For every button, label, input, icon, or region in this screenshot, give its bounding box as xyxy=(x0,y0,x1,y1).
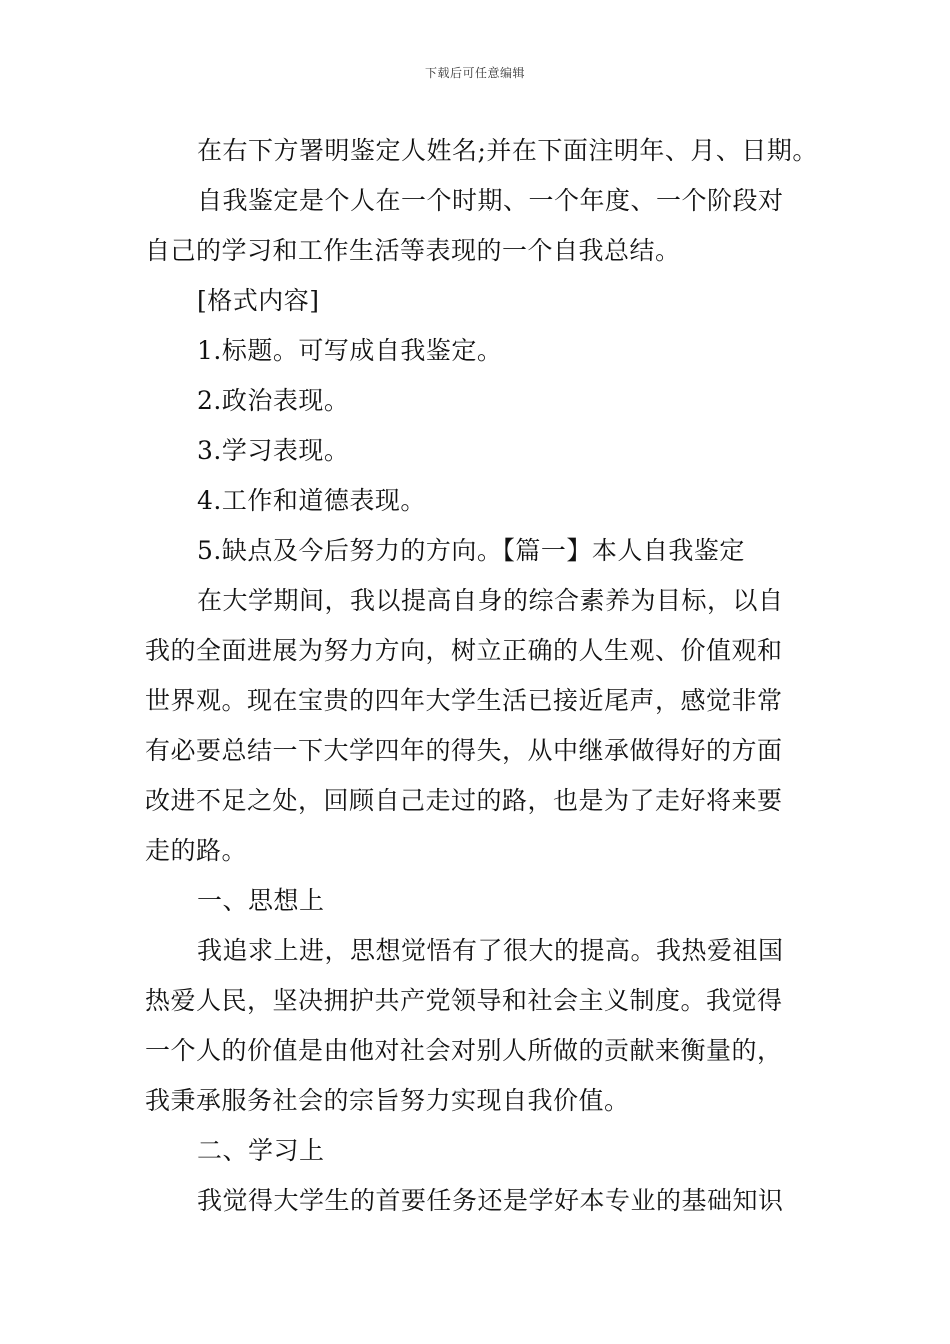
text-line: 自我鉴定是个人在一个时期、一个年度、一个阶段对 xyxy=(197,186,784,215)
section-label-format: [格式内容] xyxy=(197,286,320,315)
list-item: 1.标题。可写成自我鉴定。 xyxy=(197,336,503,365)
list-item: 3.学习表现。 xyxy=(197,436,350,465)
text-line: 我追求上进，思想觉悟有了很大的提高。我热爱祖国 xyxy=(197,936,784,965)
text-line: 一个人的价值是由他对社会对别人所做的贡献来衡量的， xyxy=(145,1036,783,1065)
section-heading: 一、思想上 xyxy=(197,886,325,915)
text-line: 有必要总结一下大学四年的得失，从中继承做得好的方面 xyxy=(145,736,783,765)
text-line: 热爱人民，坚决拥护共产党领导和社会主义制度。我觉得 xyxy=(145,986,783,1015)
text-line: 世界观。现在宝贵的四年大学生活已接近尾声，感觉非常 xyxy=(145,686,783,715)
section-heading: 二、学习上 xyxy=(197,1136,325,1165)
page-header-note: 下载后可任意编辑 xyxy=(424,66,525,80)
list-item: 4.工作和道德表现。 xyxy=(197,486,426,515)
text-line: 我秉承服务社会的宗旨努力实现自我价值。 xyxy=(145,1086,630,1115)
text-line: 我的全面进展为努力方向，树立正确的人生观、价值观和 xyxy=(145,636,783,665)
list-item: 5.缺点及今后努力的方向。【篇一】本人自我鉴定 xyxy=(197,536,745,565)
list-item: 2.政治表现。 xyxy=(197,386,350,415)
text-line: 在大学期间，我以提高自身的综合素养为目标，以自 xyxy=(197,586,784,615)
text-line: 在右下方署明鉴定人姓名;并在下面注明年、月、日期。 xyxy=(197,136,818,165)
text-line: 改进不足之处，回顾自己走过的路，也是为了走好将来要 xyxy=(145,786,783,815)
document-body xyxy=(145,126,818,1226)
text-line: 走的路。 xyxy=(145,836,248,865)
text-line: 我觉得大学生的首要任务还是学好本专业的基础知识 xyxy=(197,1186,784,1215)
text-line: 自己的学习和工作生活等表现的一个自我总结。 xyxy=(145,236,681,265)
